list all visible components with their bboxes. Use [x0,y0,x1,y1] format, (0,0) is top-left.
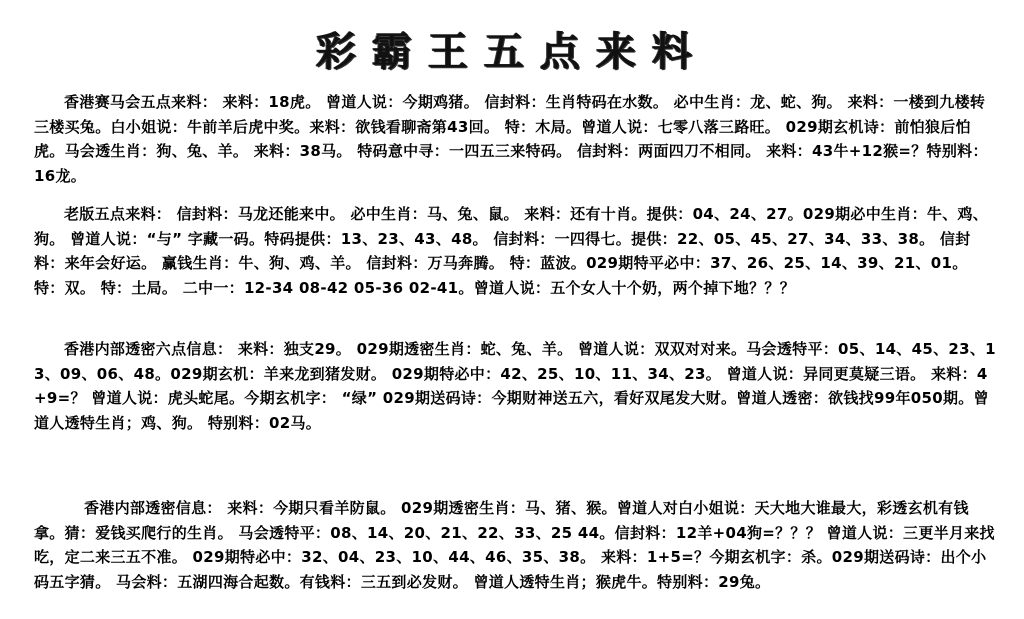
paragraph-hk-internal-secret-info: 香港内部透密信息： 来料：今期只看羊防鼠。 029期透密生肖：马、猪、猴。曾道人对白小姐说：天大地大谁最大，彩透玄机有钱拿。猜：爱钱买爬行的生肖。 马会透特平：08、14、20、21、22、33、25 44。信封料：12羊+04狗=？？？ 曾道人说：三更半月来找吃，定二来三五不准。 029期特必中：32、04、23、10、44、46、35、38。 来料：1+5=？今期玄机字：杀。029期送码诗：出个小码五字猜。 马会料：五湖四海合起数。有钱料：三五到必发财。 曾道人透特生肖；猴虎牛。特别料：29兔。 [34,499,995,591]
paragraph-old-version-five-points: 老版五点来料： 信封料：马龙还能来中。 必中生肖：马、兔、鼠。 来料：还有十肖。提供：04、24、27。029期必中生肖：牛、鸡、狗。 曾道人说：“与” 字藏一码。特码提供：13、23、43、48。 信封料：一四得七。提供：22、05、45、27、34、33、38。 信封料：来年会好运。 赢钱生肖：牛、狗、鸡、羊。 信封料：万马奔腾。 特：蓝波。029期特平必中：37、26、25、14、39、21、01。 特：双。 特：土局。 二中一：12-34 08-42 05-36 02-41。曾道人说：五个女人十个奶，两个掉下地？？？ [34,205,989,297]
paragraph-hk-internal-six-points: 香港内部透密六点信息： 来料：独支29。 029期透密生肖：蛇、兔、羊。 曾道人说：双双对对来。马会透特平：05、14、45、23、13、09、06、48。029期玄机：羊来龙到猪发财。 029期特必中：42、25、10、11、34、23。 曾道人说：异同更莫疑三语。 来料：4+9=？ 曾道人说：虎头蛇尾。今期玄机字： “绿” 029期送码诗：今期财神送五六，看好双尾发大财。曾道人透密：欲钱找99年050期。曾道人透特生肖；鸡、狗。 特别料：02马。 [34,340,996,432]
page-title: 彩霸王五点来料 [316,28,708,75]
paragraph-hk-jockey-club-five-points: 香港赛马会五点来料： 来料：18虎。 曾道人说：今期鸡猪。 信封料：生肖特码在水数。 必中生肖：龙、蛇、狗。 来料：一楼到九楼转三楼买兔。白小姐说：牛前羊后虎中奖。来料：欲钱看聊斋第43回。 特：木局。曾道人说：七零八落三路旺。 029期玄机诗：前怕狼后怕虎。马会透生肖：狗、兔、羊。 来料：38马。 特码意中寻：一四五三来特码。 信封料：两面四刀不相同。 来料：43牛+12猴=？特别料：16龙。 [34,93,988,185]
